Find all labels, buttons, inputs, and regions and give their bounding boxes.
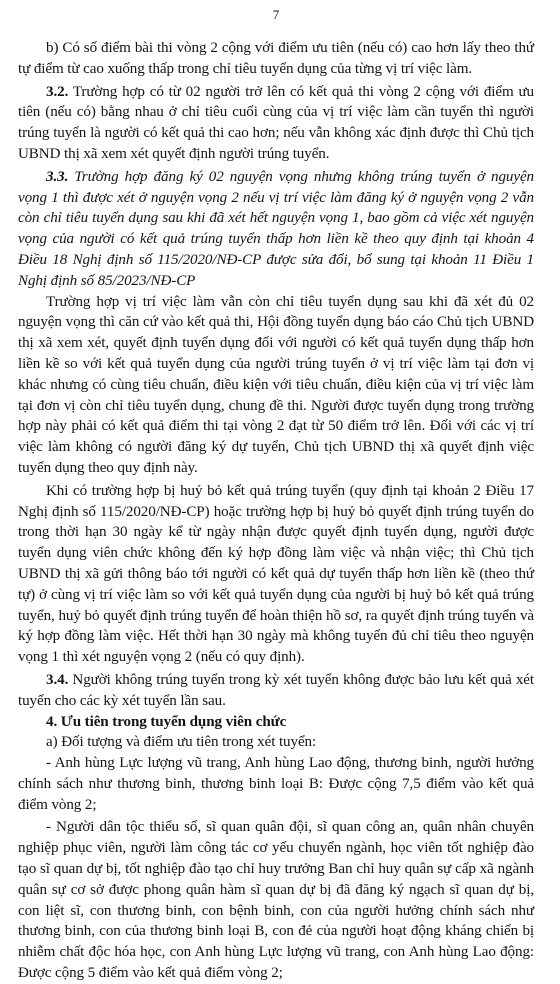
section-number-3-4: 3.4. bbox=[46, 671, 69, 688]
paragraph-priority-heroes: - Anh hùng Lực lượng vũ trang, Anh hùng Lao động, thương binh, người hưởng chính sách như thương binh, thương binh loại B: Được cộng 7,5 điểm vào kết quả điểm vòng 2; bbox=[18, 755, 534, 813]
paragraph-cancellation: Khi có trường hợp bị huỷ bỏ kết quả trúng tuyển (quy định tại khoản 2 Điều 17 Nghị định số 115/2020/NĐ-CP) hoặc trường hợp bị huỷ bỏ quyết định trúng tuyển do trong thời hạn 30 ngày kể từ ngày nhận được quyết định tuyển dụng, người được tuyển dụng viên chức không đến ký hợp đồng làm việc và nhận việc; thì Chủ tịch UBND thị xã gửi thông báo tới người có kết quả dự tuyển thấp hơn liền kề (theo thứ tự) ở cùng vị trí việc làm so với kết quả tuyển dụng của người bị huỷ bỏ kết quả trúng tuyển, huỷ bỏ quyết định trúng tuyển để hoàn thiện hồ sơ, ra quyết định trúng tuyển và ký hợp đồng làm việc. Hết thời hạn 30 ngày mà không tuyển đủ chỉ tiêu theo nguyện vọng 1 thì xét nguyện vọng 2 (nếu có quy định). bbox=[18, 482, 534, 666]
paragraph-3-2-text: Trường hợp có từ 02 người trở lên có kết quả thi vòng 2 cộng với điểm ưu tiên (nếu có) bằng nhau ở chỉ tiêu cuối cùng của vị trí việc làm cần tuyển thì người trúng tuyển là người có kết quả thi cao hơn; nếu vẫn không xác định được thì Chủ tịch UBND thị xã xem xét quyết định người trúng tuyển. bbox=[18, 83, 534, 162]
section-number-3-2: 3.2. bbox=[46, 83, 69, 100]
paragraph-3-2 bbox=[18, 82, 534, 165]
paragraph-3-3 bbox=[18, 167, 534, 292]
section-heading-4: 4. Ưu tiên trong tuyển dụng viên chức bbox=[46, 713, 287, 730]
paragraph-remaining-quota: Trường hợp vị trí việc làm vẫn còn chỉ tiêu tuyển dụng sau khi đã xét đủ 02 nguyện vọng thì căn cứ vào kết quả thi, Hội đồng tuyển dụng báo cáo Chủ tịch UBND thị xã xem xét, quyết định tuyển dụng đối với người có kết quả tuyển dụng thấp hơn liền kề so với kết quả tuyển dụng của người trúng tuyển ở vị trí việc làm tại đơn vị khác nhưng có cùng tiêu chuẩn, điều kiện với tiêu chuẩn, điều kiện của vị trí việc làm tại đơn vị còn chỉ tiêu tuyển dụng, chung đề thi. Người được tuyển dụng trong trường hợp này phải có kết quả điểm thi tại vòng 2 đạt từ 50 điểm trở lên. Đối với các vị trí việc làm không có người đăng ký dự tuyển, Chủ tịch UBND thị xã quyết định việc tuyển dụng theo quy định này. bbox=[18, 293, 534, 476]
paragraph-3-4 bbox=[18, 670, 534, 712]
paragraph-3-3-text: Trường hợp đăng ký 02 nguyện vọng nhưng không trúng tuyển ở nguyện vọng 1 thì được xét ở nguyện vọng 2 nếu vị trí việc làm đăng ký ở nguyện vọng 2 vẫn còn chỉ tiêu tuyển dụng sau khi đã xét hết nguyện vọng 1, bao gồm cả việc xét nguyện vọng của người có kết quả trúng tuyển thấp hơn liền kề theo quy định tại khoản 4 Điều 18 Nghị định số 115/2020/NĐ-CP được sửa đổi, bổ sung tại khoản 11 Điều 1 Nghị định số 85/2023/NĐ-CP bbox=[18, 168, 534, 289]
paragraph-criteria-b: b) Có số điểm bài thi vòng 2 cộng với điểm ưu tiên (nếu có) cao hơn lấy theo thứ tự điểm từ cao xuống thấp trong chỉ tiêu tuyển dụng của từng vị trí việc làm. bbox=[18, 40, 534, 77]
paragraph-priority-a: a) Đối tượng và điểm ưu tiên trong xét tuyển: bbox=[46, 734, 317, 751]
paragraph-3-4-text: Người không trúng tuyển trong kỳ xét tuyển không được bảo lưu kết quả xét tuyển cho các kỳ xét tuyển lần sau. bbox=[18, 671, 534, 709]
section-number-3-3: 3.3. bbox=[46, 168, 69, 185]
page-number: 7 bbox=[272, 7, 280, 22]
paragraph-priority-ethnic: - Người dân tộc thiểu số, sĩ quan quân đội, sĩ quan công an, quân nhân chuyên nghiệp phục viên, người làm công tác cơ yếu chuyển ngành, học viên tốt nghiệp đào tạo sĩ quan dự bị, tốt nghiệp đào tạo chỉ huy trưởng Ban chỉ huy quân sự cấp xã ngành quân sự cơ sở được phong quân hàm sĩ quan dự bị đã đăng ký ngạch sĩ quan dự bị, con liệt sĩ, con thương binh, con bệnh binh, con của người hưởng chính sách như thương binh, con của thương binh loại B, con đẻ của người hoạt động kháng chiến bị nhiễm chất độc hóa học, con Anh hùng Lực lượng vũ trang, con Anh hùng Lao động: Được cộng 5 điểm vào kết quả điểm vòng 2; bbox=[18, 819, 534, 982]
